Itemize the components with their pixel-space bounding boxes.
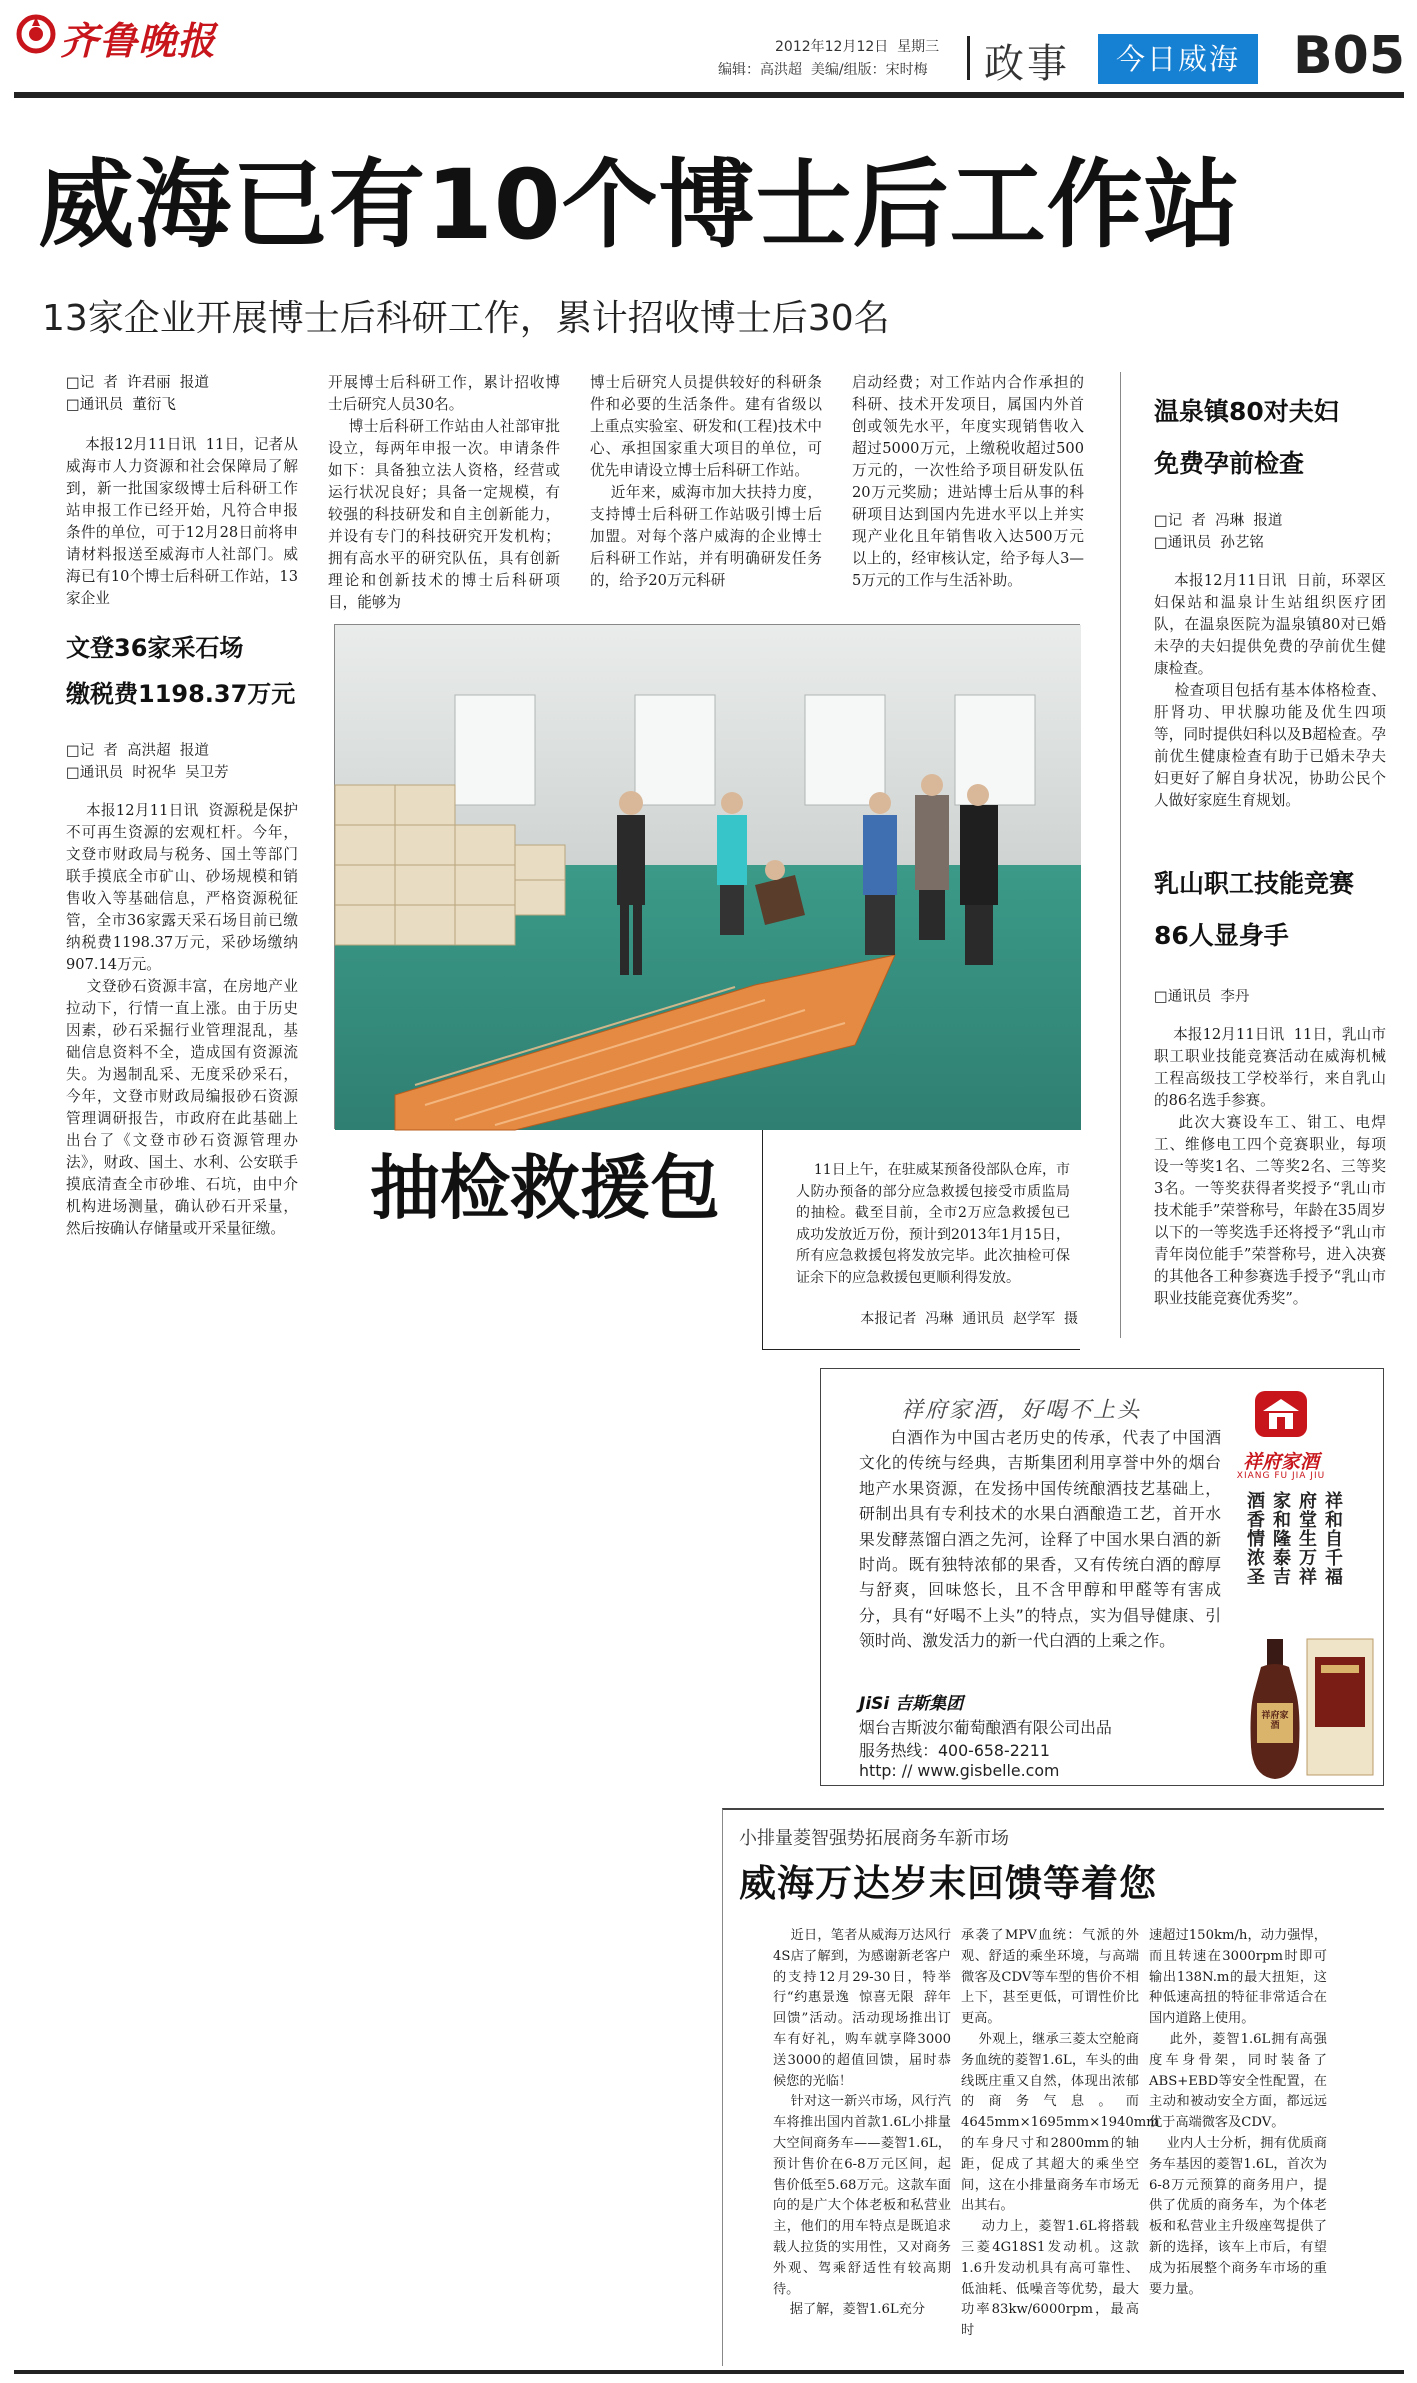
ad-website: http: // www.gisbelle.com: [859, 1761, 1060, 1780]
jisi-logo: [859, 1689, 1059, 1713]
spa-headline: 温泉镇80对夫妇: [1154, 397, 1339, 426]
quarry-headline: 文登36家采石场: [66, 634, 244, 662]
poem-line-3: 家和隆泰吉: [1270, 1491, 1291, 1586]
poem-line-4: 酒香情浓圣: [1244, 1491, 1265, 1586]
editor-line: 编辑：高洪超 美编/组版：宋时梅: [718, 62, 928, 78]
column-rule: [1120, 372, 1121, 1338]
liquor-ad: [820, 1368, 1384, 1786]
quarry-byline: □记 者 高洪超 报道 □通讯员 时祝华 吴卫芳: [66, 743, 229, 781]
bottle-label: 祥府家酒: [1261, 1711, 1289, 1731]
wanda-body-col3: 速超过150km/h，动力强悍，而且转速在3000rpm时即可输出138N.m的最大扭矩，这种低速高扭的特征非常适合在国内道路上使用。 此外，菱智1.6L拥有高强度车身骨架，同时装备了ABS+EBD等安全性配置，在主动和被动安全方面，都远远优于高端微客及CDV。 业内人士分析，拥有优质商务车基因的菱智1.6L，首次为6-8万元预算的商务用户，提供了优质的商务车，为个体老板和私营业主升级座驾提供了新的选择，该车上市后，有望成为拓展整个商务车市场的重要力量。: [1149, 1928, 1327, 2297]
ad-brand-pinyin: XIANG FU JIA JIU: [1236, 1471, 1326, 1481]
lead-byline: □记 者 许君丽 报道 □通讯员 董衍飞: [66, 375, 209, 413]
lead-subtitle: 13家企业开展博士后科研工作，累计招收博士后30名: [42, 298, 890, 339]
wanda-kicker: 小排量菱智强势拓展商务车新市场: [739, 1828, 1009, 1849]
ad-phone: 服务热线：400-658-2211: [859, 1741, 1050, 1760]
logo-mark-icon: [16, 14, 56, 54]
poem-line-2: 府堂生万祥: [1296, 1491, 1317, 1586]
newspaper-logo: [16, 8, 221, 63]
liquor-bottle-product: [1241, 1633, 1381, 1781]
wanda-headline: 威海万达岁末回馈等着您: [739, 1862, 1157, 1905]
photo-caption: 11日上午，在驻威某预备役部队仓库，市人防办预备的部分应急救援包接受市质监局的抽检。截至目前，全市2万应急救援包已成功发放近万份，预计到2013年1月15日，所有应急救援包将发放完毕。此次抽检可保证余下的应急救援包更顺利得发放。: [796, 1162, 1070, 1286]
jisi-brand: JiSi 吉斯集团: [859, 1694, 964, 1714]
page-number: B05: [1293, 26, 1405, 86]
wanda-advertorial: [722, 1808, 1384, 2366]
gift-box-image: [1305, 1637, 1375, 1777]
ad-brand-name: 祥府家酒: [1242, 1451, 1319, 1473]
spa-byline: □记 者 冯琳 报道 □通讯员 孙艺铭: [1154, 513, 1283, 551]
photo-title: 抽检救援包: [370, 1147, 720, 1229]
warehouse-photo-illustration: [335, 625, 1081, 1130]
footer-rule: [14, 2370, 1404, 2374]
header-rule: [14, 92, 1404, 98]
bottle-image: [1243, 1637, 1307, 1781]
skills-body: 本报12月11日讯 11日，乳山市职工职业技能竞赛活动在威海机械工程高级技工学校举行，来自乳山的86名选手参赛。 此次大赛设车工、钳工、电焊工、维修电工四个竞赛职业，每项设一等奖1名、二等奖2名、三等奖3名。一等奖获得者奖授予“乳山市技术能手”荣誉称号，年龄在35周岁以下的一等奖选手还将授予“乳山市青年岗位能手”荣誉称号，进入决赛的其他各工种参赛选手授予“乳山市职业技能竞赛优秀奖”。: [1154, 1026, 1386, 1307]
date-line: 2012年12月12日 星期三: [775, 39, 940, 55]
section-name: 政事: [984, 41, 1070, 87]
lead-body-col3: 博士后研究人员提供较好的科研条件和必要的生活条件。建有省级以上重点实验室、研发和(工程)技术中心、承担国家重大项目的单位，可优先申请设立博士后科研工作站。 近年来，威海市加大扶持力度，支持博士后科研工作站吸引博士后加盟。对每个落户威海的企业博士后科研工作站，并有明确研发任务的，给予20万元科研: [590, 374, 822, 589]
ad-slogan: 祥府家酒，好喝不上头: [901, 1398, 1142, 1423]
skills-byline: □通讯员 李丹: [1154, 989, 1250, 1005]
spa-body: 本报12月11日讯 日前，环翠区妇保站和温泉计生站组织医疗团队，在温泉医院为温泉镇80对已婚未孕的夫妇提供免费的孕前优生健康检查。 检查项目包括有基本体格检查、肝肾功、甲状腺功能及优生四项等，同时提供妇科以及B超检查。孕前优生健康检查有助于已婚未孕夫妇更好了解自身状况，协助公民个人做好家庭生育规划。: [1154, 572, 1386, 809]
wanda-body-col1: 近日，笔者从威海万达风行4S店了解到，为感谢新老客户的支持12月29-30日，特举行“约惠景逸 惊喜无限 辞年回馈”活动。活动现场推出订车有好礼，购车就享降3000送3000的超值回馈，届时恭候您的光临！ 针对这一新兴市场，风行汽车将推出国内首款1.6L小排量大空间商务车——菱智1.6L，预计售价在6-8万元区间，起售价低至5.68万元。这款车面向的是广大个体老板和私营业主，他们的用车特点是既追求载人拉货的实用性，又对商务外观、驾乘舒适性有较高期待。 据了解，菱智1.6L充分: [773, 1928, 951, 2318]
photo-credit: 本报记者 冯琳 通讯员 赵学军 摄: [860, 1311, 1078, 1327]
lead-body-col1: 本报12月11日讯 11日，记者从威海市人力资源和社会保障局了解到，新一批国家级博士后科研工作站申报工作已经开始，凡符合申报条件的单位，可于12月28日前将申请材料报送至威海市人社部门。威海已有10个博士后科研工作站，13家企业: [66, 436, 298, 607]
logo-text: 齐鲁晚报: [60, 18, 217, 63]
section-badge: 今日威海: [1098, 34, 1258, 84]
lead-body-col4: 启动经费；对工作站内合作承担的科研、技术开发项目，属国内外首创或领先水平，年度实现销售收入超过5000万元，上缴税收超过500万元的，一次性给予项目研发队伍20万元奖励；进站博士后从事的科研项目达到国内先进水平以上并实现产业化且年销售收入达500万元以上的，经审核认定，给予每人3—5万元的工作与生活补助。: [852, 374, 1084, 589]
wanda-body-col2: 承袭了MPV血统：气派的外观、舒适的乘坐环境，与高端微客及CDV等车型的售价不相上下，甚至更低，可谓性价比更高。 外观上，继承三菱太空舱商务血统的菱智1.6L，车头的曲线既庄重又自然，体现出浓郁的商务气息。而4645mm×1695mm×1940mm的车身尺寸和2800mm的轴距，促成了其超大的乘坐空间，这在小排量商务车市场无出其右。 动力上，菱智1.6L将搭载三菱4G18S1发动机。这款1.6升发动机具有高可靠性、低油耗、低噪音等优势，最大功率83kw/6000rpm，最高时: [961, 1928, 1159, 2339]
spa-headline-2: 免费孕前检查: [1154, 449, 1305, 478]
lead-headline: 威海已有10个博士后工作站: [38, 149, 1241, 261]
ad-poem: [1223, 1491, 1343, 1623]
ad-company: 烟台吉斯波尔葡萄酿酒有限公司出品: [859, 1718, 1112, 1737]
ad-body: 白酒作为中国古老历史的传承，代表了中国酒文化的传统与经典，吉斯集团利用享誉中外的烟台地产水果资源，在发扬中国传统酿酒技艺基础上，研制出具有专利技术的水果白酒酿造工艺，首开水果发酵蒸馏白酒之先河，诠释了中国水果白酒的新时尚。既有独特浓郁的果香，又有传统白酒的醇厚与舒爽，回味悠长，且不含甲醇和甲醛等有害成分，具有“好喝不上头”的特点，实为倡导健康、引领时尚、激发活力的新一代白酒的上乘之作。: [859, 1428, 1221, 1651]
news-photo: [334, 624, 1080, 1129]
brand-emblem-icon: [1251, 1387, 1311, 1441]
skills-headline: 乳山职工技能竞赛: [1154, 869, 1355, 898]
quarry-body: 本报12月11日讯 资源税是保护不可再生资源的宏观杠杆。今年，文登市财政局与税务、国土等部门联手摸底全市矿山、砂场规模和销售收入等基础信息，严格资源税征管，全市36家露天采石场目前已缴纳税费1198.37万元，采砂场缴纳907.14万元。 文登砂石资源丰富，在房地产业拉动下，行情一直上涨。由于历史因素，砂石采掘行业管理混乱，基础信息资料不全，造成国有资源流失。为遏制乱采、无度采砂采石，今年，文登市财政局编报砂石资源管理调研报告，市政府在此基础上出台了《文登市砂石资源管理办法》，财政、国土、水利、公安联手摸底清查全市砂堆、石坑，由中介机构进场测量，确认砂石开采量，然后按确认存储量或开采量征缴。: [66, 802, 298, 1237]
lead-body-col2: 开展博士后科研工作，累计招收博士后研究人员30名。 博士后科研工作站由人社部审批设立，每两年申报一次。申请条件如下：具备独立法人资格，经营或运行状况良好；具备一定规模，有较强的科技研发和自主创新能力，并设有专门的科技研究开发机构；拥有高水平的研究队伍，具有创新理论和创新技术的博士后科研项目，能够为: [328, 374, 560, 611]
poem-line-1: 祥和自千福: [1322, 1491, 1343, 1586]
masthead: [0, 0, 1417, 98]
header-divider: [967, 36, 970, 80]
quarry-headline-2: 缴税费1198.37万元: [66, 680, 296, 708]
skills-headline-2: 86人显身手: [1154, 921, 1289, 950]
